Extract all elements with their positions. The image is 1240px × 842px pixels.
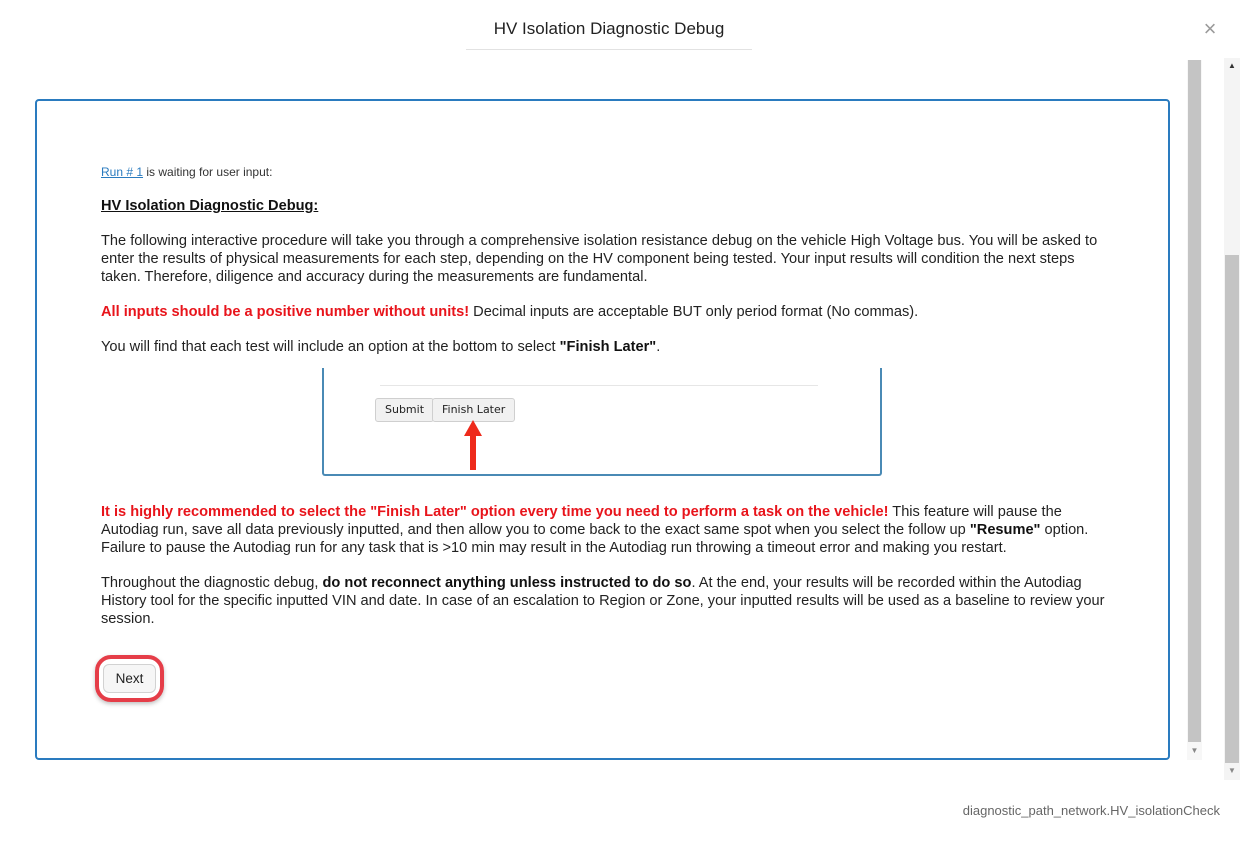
instructions-content bbox=[101, 163, 1111, 628]
recommend-warning: It is highly recommended to select the "Finish Later" option every time you need to perform a task on the vehicle! bbox=[101, 504, 889, 520]
throughout-text-2: . At the end, your results will be recorded within the Autodiag History tool for the specific inputted VIN and date. In case of an escalation to Region or Zone, your inputted results will be used as a baseline to review your session. bbox=[101, 575, 1105, 627]
run-status-text: is waiting for user input: bbox=[143, 165, 273, 179]
inputs-warning: All inputs should be a positive number without units! bbox=[101, 304, 470, 320]
recommend-text-1: This feature will pause the Autodiag run, save all data previously inputted, and then allow you to come back to the exact same spot when you select the follow up bbox=[101, 504, 1062, 538]
example-finish-later-button: Finish Later bbox=[432, 398, 515, 422]
recommend-text-2: option. Failure to pause the Autodiag run for any task that is >10 min may result in the Autodiag run throwing a timeout error and making you restart. bbox=[101, 522, 1089, 556]
finish-later-paragraph bbox=[101, 338, 1111, 356]
modal-title: HV Isolation Diagnostic Debug bbox=[466, 0, 752, 50]
section-heading: HV Isolation Diagnostic Debug: bbox=[101, 198, 319, 214]
next-button[interactable]: Next bbox=[103, 664, 156, 693]
inner-scrollbar-thumb[interactable] bbox=[1188, 60, 1201, 742]
red-arrow-icon bbox=[463, 420, 483, 470]
inputs-paragraph bbox=[101, 303, 1111, 321]
finish-later-intro: You will find that each test will include an option at the bottom to select bbox=[101, 339, 560, 355]
footer-path: diagnostic_path_network.HV_isolationCheck bbox=[962, 803, 1220, 818]
throughout-bold: do not reconnect anything unless instructed to do so bbox=[322, 575, 692, 591]
throughout-text-1: Throughout the diagnostic debug, bbox=[101, 575, 323, 591]
run-link[interactable]: Run # 1 bbox=[101, 165, 144, 179]
close-icon[interactable]: × bbox=[1203, 16, 1217, 41]
inner-scroll-down-icon[interactable]: ▼ bbox=[1190, 746, 1199, 755]
inputs-note: Decimal inputs are acceptable BUT only period format (No commas). bbox=[469, 304, 919, 320]
example-screenshot bbox=[322, 368, 882, 476]
throughout-paragraph bbox=[101, 574, 1111, 628]
resume-bold: "Resume" bbox=[969, 522, 1041, 538]
finish-later-bold: "Finish Later" bbox=[559, 339, 657, 355]
outer-scroll-up-icon[interactable]: ▲ bbox=[1228, 61, 1236, 70]
next-button-highlight bbox=[95, 655, 164, 702]
finish-later-end: . bbox=[656, 339, 661, 355]
example-divider bbox=[380, 385, 818, 386]
intro-paragraph: The following interactive procedure will take you through a comprehensive isolation resistance debug on the vehicle High Voltage bus. You will be asked to enter the results of physical measurements for each step, depending on the HV component being tested. Your input results will condition the next steps taken. Therefore, diligence and accuracy during the measurements are fundamental. bbox=[101, 233, 1098, 285]
outer-scroll-down-icon[interactable]: ▼ bbox=[1228, 766, 1236, 775]
outer-scrollbar-thumb[interactable] bbox=[1225, 255, 1239, 763]
run-status-line bbox=[101, 163, 1111, 181]
recommend-paragraph bbox=[101, 503, 1111, 557]
example-submit-button: Submit bbox=[375, 398, 434, 422]
